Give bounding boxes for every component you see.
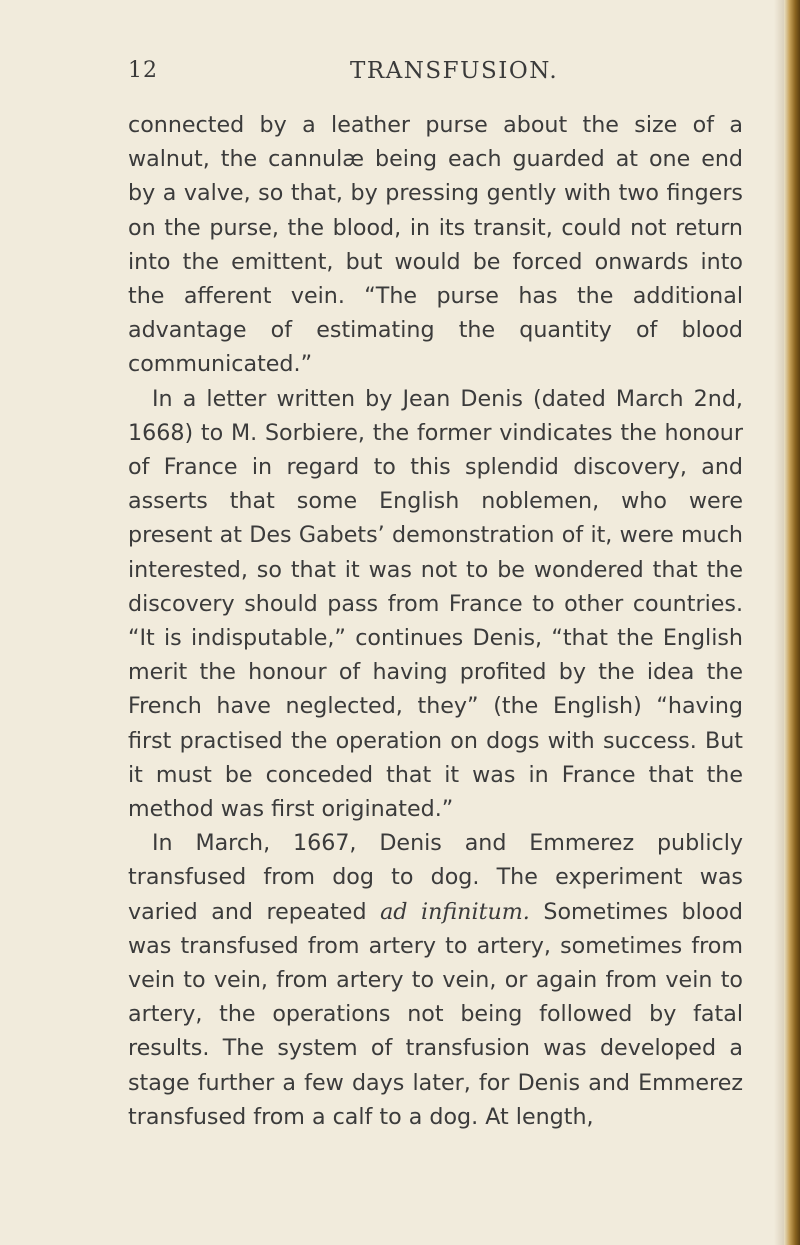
page-shadow [774, 0, 784, 1245]
page-number: 12 [128, 58, 158, 83]
page-edge [784, 0, 800, 1245]
running-head: TRANSFUSION. [350, 58, 559, 84]
latin-phrase: ad infinitum. [380, 898, 530, 925]
paragraph-3-start: In March, 1667, Denis and Emmerez publicly transfused from dog to dog. The experiment was varied and repeated [128, 830, 743, 925]
paragraph-3-end: Sometimes blood was transfused from artery to artery, sometimes from vein to vein, from artery to vein, or again from vein to artery, the operations not being followed by fatal results. The system of transfusion was developed a stage further a few days later, for Denis and Emmerez transfused from a calf to a dog. At length, [128, 898, 743, 1130]
page-body [128, 108, 743, 1134]
paragraph-3 [128, 826, 743, 1134]
page-header [128, 58, 748, 88]
paragraph-2: In a letter written by Jean Denis (dated March 2nd, 1668) to M. Sorbiere, the former vindicates the honour of France in regard to this splendid discovery, and asserts that some English noblemen, who were present at Des Gabets’ demonstration of it, were much interested, so that it was not to be wondered that the discovery should pass from France to other countries. “It is indisputable,” continues Denis, “that the English merit the honour of having profited by the idea the French have neglected, they” (the English) “having first practised the operation on dogs with success. But it must be conceded that it was in France that the method was first originated.” [128, 385, 743, 823]
paragraph-1: connected by a leather purse about the size of a walnut, the cannulæ being each guarded at one end by a valve, so that, by pressing gently with two fingers on the purse, the blood, in its transit, could not return into the emittent, but would be forced onwards into the afferent vein. “The purse has the additional advantage of estimating the quantity of blood communicated.” [128, 112, 743, 378]
